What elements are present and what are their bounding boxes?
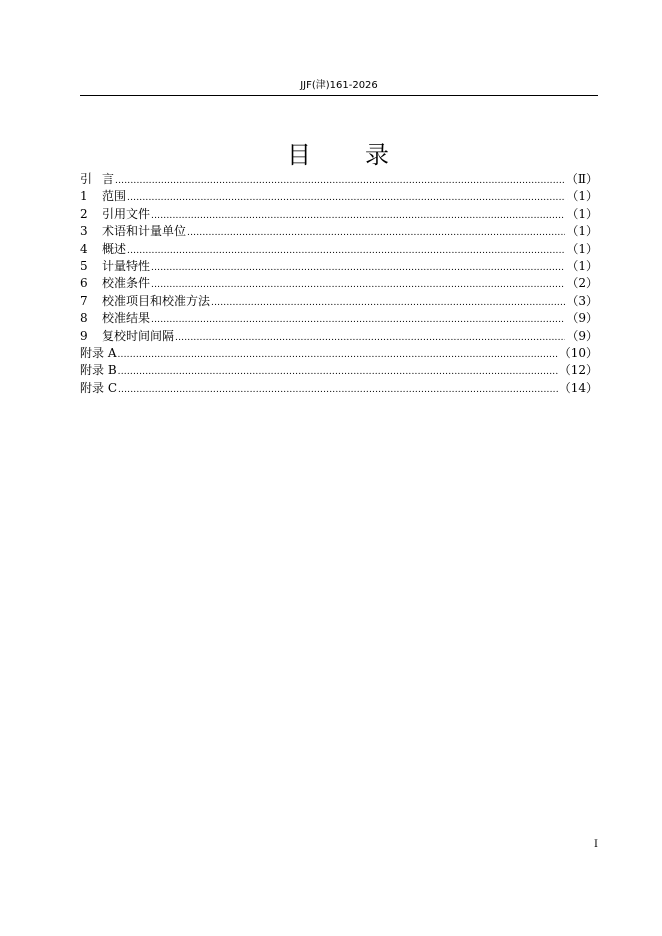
toc-entry-6[interactable] [80,275,598,292]
toc-entry-appendix-b[interactable] [80,362,598,379]
toc-entry-label: 术语和计量单位 [102,224,187,239]
toc-leader-dots [118,364,558,381]
toc-entry-number: 4 [80,241,88,256]
toc-leader-dots [151,260,565,277]
toc-entry-label: 附录 B [80,363,117,378]
toc-entry-label: 校准结果 [102,311,151,326]
toc-entry-page: （1） [566,258,598,273]
toc-leader-dots [117,347,557,364]
toc-entry-appendix-a[interactable] [80,345,598,362]
toc-entry-label: 概述 [102,241,127,256]
toc-entry-number: 引 [80,172,93,186]
page-title: 目 录 [287,141,391,169]
toc-entry-page: （2） [566,276,598,291]
toc-entry-label: 附录 A [80,345,117,360]
toc-entry-4[interactable] [80,241,598,258]
toc-entry-page: （14） [558,380,598,395]
toc-entry-number: 9 [80,328,88,343]
toc-leader-dots [118,382,558,399]
toc-entry-2[interactable] [80,206,598,223]
toc-leader-dots [151,277,565,294]
header-rule [80,95,598,96]
toc-leader-dots [175,330,565,347]
table-of-contents [80,171,598,397]
toc-entry-label: 言 [102,172,115,186]
toc-leader-dots [151,208,565,225]
toc-entry-page: （9） [566,328,598,343]
toc-entry-number: 8 [80,311,88,326]
toc-entry-appendix-c[interactable] [80,380,598,397]
toc-leader-dots [187,225,565,242]
toc-entry-number: 7 [80,293,88,308]
toc-leader-dots [211,295,565,312]
toc-entry-page: （3） [566,293,598,308]
document-code-header: JJF(津)161-2026 [300,80,378,91]
toc-entry-3[interactable] [80,223,598,240]
toc-entry-label: 复校时间间隔 [102,328,175,343]
toc-entry-number: 3 [80,224,88,239]
toc-entry-page: （1） [566,224,598,239]
toc-leader-dots [115,173,565,190]
toc-entry-9[interactable] [80,328,598,345]
toc-leader-dots [127,190,565,207]
toc-entry-intro[interactable] [80,171,598,188]
toc-entry-number: 6 [80,276,88,291]
toc-entry-label: 范围 [102,189,127,204]
toc-entry-page: （1） [566,206,598,221]
toc-entry-page: （1） [566,189,598,204]
toc-entry-page: （10） [558,345,598,360]
toc-entry-page: （1） [566,241,598,256]
toc-entry-5[interactable] [80,258,598,275]
toc-entry-label: 校准条件 [102,276,151,291]
toc-entry-8[interactable] [80,310,598,327]
toc-leader-dots [151,312,565,329]
toc-entry-7[interactable] [80,293,598,310]
toc-entry-1[interactable] [80,188,598,205]
toc-entry-number: 5 [80,258,88,273]
toc-entry-number: 2 [80,206,88,221]
page-number: I [594,839,598,850]
toc-entry-label: 引用文件 [102,206,151,221]
toc-entry-label: 附录 C [80,380,117,395]
toc-leader-dots [127,243,565,260]
toc-entry-label: 校准项目和校准方法 [102,293,211,308]
toc-entry-number: 1 [80,189,88,204]
toc-entry-page: （9） [566,311,598,326]
toc-entry-page: （Ⅱ） [565,172,598,186]
toc-entry-label: 计量特性 [102,258,151,273]
toc-entry-page: （12） [558,363,598,378]
